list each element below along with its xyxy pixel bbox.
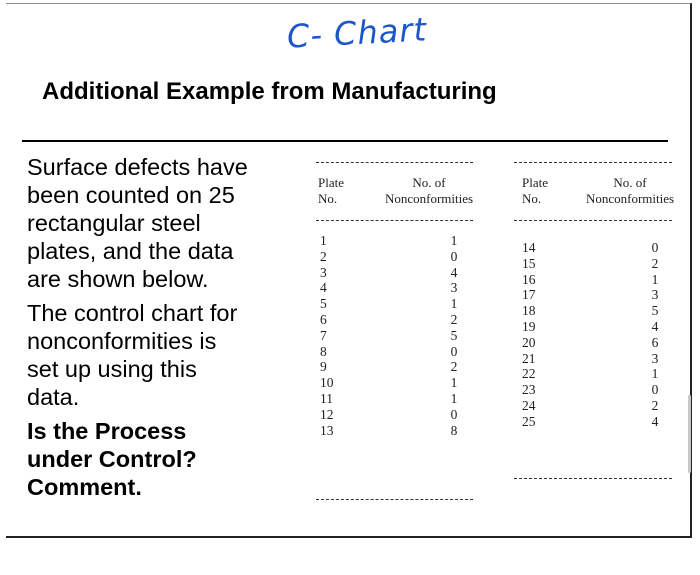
table-rule-top bbox=[316, 162, 473, 163]
plate-number: 8 bbox=[320, 343, 327, 359]
plate-number: 17 bbox=[522, 287, 536, 303]
plate-number: 16 bbox=[522, 271, 536, 287]
nonconformity-count: 8 bbox=[450, 422, 458, 438]
nonconformity-count: 0 bbox=[651, 382, 659, 398]
nonconformity-count: 1 bbox=[651, 366, 659, 382]
question-line: under Control? bbox=[27, 446, 197, 472]
nonconformity-count: 1 bbox=[450, 233, 458, 248]
statement-line: Surface defects have bbox=[27, 154, 248, 180]
statement-line: nonconformities is bbox=[27, 328, 217, 354]
plate-number: 23 bbox=[522, 382, 536, 398]
table-rule-bottom bbox=[316, 499, 473, 500]
plate-number: 24 bbox=[522, 397, 536, 413]
nonconformity-count-column bbox=[645, 240, 665, 430]
plate-number: 14 bbox=[522, 240, 536, 255]
statement-line: data. bbox=[27, 384, 80, 410]
plate-number: 3 bbox=[320, 264, 327, 280]
plate-number: 11 bbox=[320, 390, 333, 406]
table-rule-top bbox=[514, 162, 672, 163]
scrollbar[interactable] bbox=[688, 395, 691, 473]
nonconformity-count: 0 bbox=[450, 248, 458, 264]
nonconformity-count: 4 bbox=[651, 413, 659, 429]
nonconformity-count: 4 bbox=[651, 318, 659, 334]
plate-number: 10 bbox=[320, 375, 334, 391]
table-rule-header bbox=[514, 220, 672, 221]
header-plate-no: Plate No. bbox=[522, 175, 548, 206]
header-nonconformities: No. of Nonconformities bbox=[384, 175, 474, 206]
plate-number-column bbox=[522, 240, 552, 430]
nonconformity-count: 3 bbox=[651, 287, 659, 303]
nonconformity-count: 3 bbox=[450, 280, 458, 296]
plate-number: 19 bbox=[522, 318, 536, 334]
nonconformity-count: 5 bbox=[450, 327, 458, 343]
header-nonconformities: No. of Nonconformities bbox=[585, 175, 675, 206]
nonconformity-count-column bbox=[444, 233, 464, 438]
data-table-left bbox=[316, 158, 476, 508]
nonconformity-count: 1 bbox=[651, 271, 659, 287]
plate-number: 18 bbox=[522, 303, 536, 319]
plate-number: 4 bbox=[320, 280, 327, 296]
table-rule-bottom bbox=[514, 478, 672, 479]
nonconformity-count: 3 bbox=[651, 350, 659, 366]
statement-line: set up using this bbox=[27, 356, 197, 382]
handwritten-annotation: C- Chart bbox=[286, 10, 428, 56]
nonconformity-count: 0 bbox=[450, 343, 458, 359]
plate-number: 7 bbox=[320, 327, 327, 343]
plate-number: 20 bbox=[522, 334, 536, 350]
plate-number: 15 bbox=[522, 255, 536, 271]
plate-number: 22 bbox=[522, 366, 536, 382]
nonconformity-count: 2 bbox=[450, 359, 458, 375]
nonconformity-count: 0 bbox=[651, 240, 659, 255]
nonconformity-count: 4 bbox=[450, 264, 458, 280]
nonconformity-count: 1 bbox=[450, 390, 458, 406]
data-table-right bbox=[514, 158, 690, 488]
plate-number: 2 bbox=[320, 248, 327, 264]
plate-number: 21 bbox=[522, 350, 536, 366]
slide-title: Additional Example from Manufacturing bbox=[42, 78, 497, 105]
statement-line: rectangular steel bbox=[27, 210, 201, 236]
plate-number: 13 bbox=[320, 422, 334, 438]
nonconformity-count: 6 bbox=[651, 334, 659, 350]
nonconformity-count: 2 bbox=[651, 255, 659, 271]
nonconformity-count: 0 bbox=[450, 406, 458, 422]
problem-statement bbox=[27, 153, 302, 501]
statement-line: been counted on 25 bbox=[27, 182, 235, 208]
nonconformity-count: 1 bbox=[450, 296, 458, 312]
plate-number-column bbox=[320, 233, 350, 438]
plate-number: 5 bbox=[320, 296, 327, 312]
title-divider bbox=[22, 140, 668, 142]
plate-number: 12 bbox=[320, 406, 334, 422]
statement-line: plates, and the data bbox=[27, 238, 234, 264]
plate-number: 6 bbox=[320, 311, 327, 327]
nonconformity-count: 5 bbox=[651, 303, 659, 319]
plate-number: 1 bbox=[320, 233, 327, 248]
plate-number: 9 bbox=[320, 359, 327, 375]
table-rule-header bbox=[316, 220, 473, 221]
header-plate-no: Plate No. bbox=[318, 175, 344, 206]
nonconformity-count: 2 bbox=[651, 397, 659, 413]
nonconformity-count: 1 bbox=[450, 375, 458, 391]
question-line: Comment. bbox=[27, 474, 142, 500]
question-line: Is the Process bbox=[27, 418, 187, 444]
plate-number: 25 bbox=[522, 413, 536, 429]
nonconformity-count: 2 bbox=[450, 311, 458, 327]
statement-line: are shown below. bbox=[27, 266, 209, 292]
statement-line: The control chart for bbox=[27, 300, 238, 326]
